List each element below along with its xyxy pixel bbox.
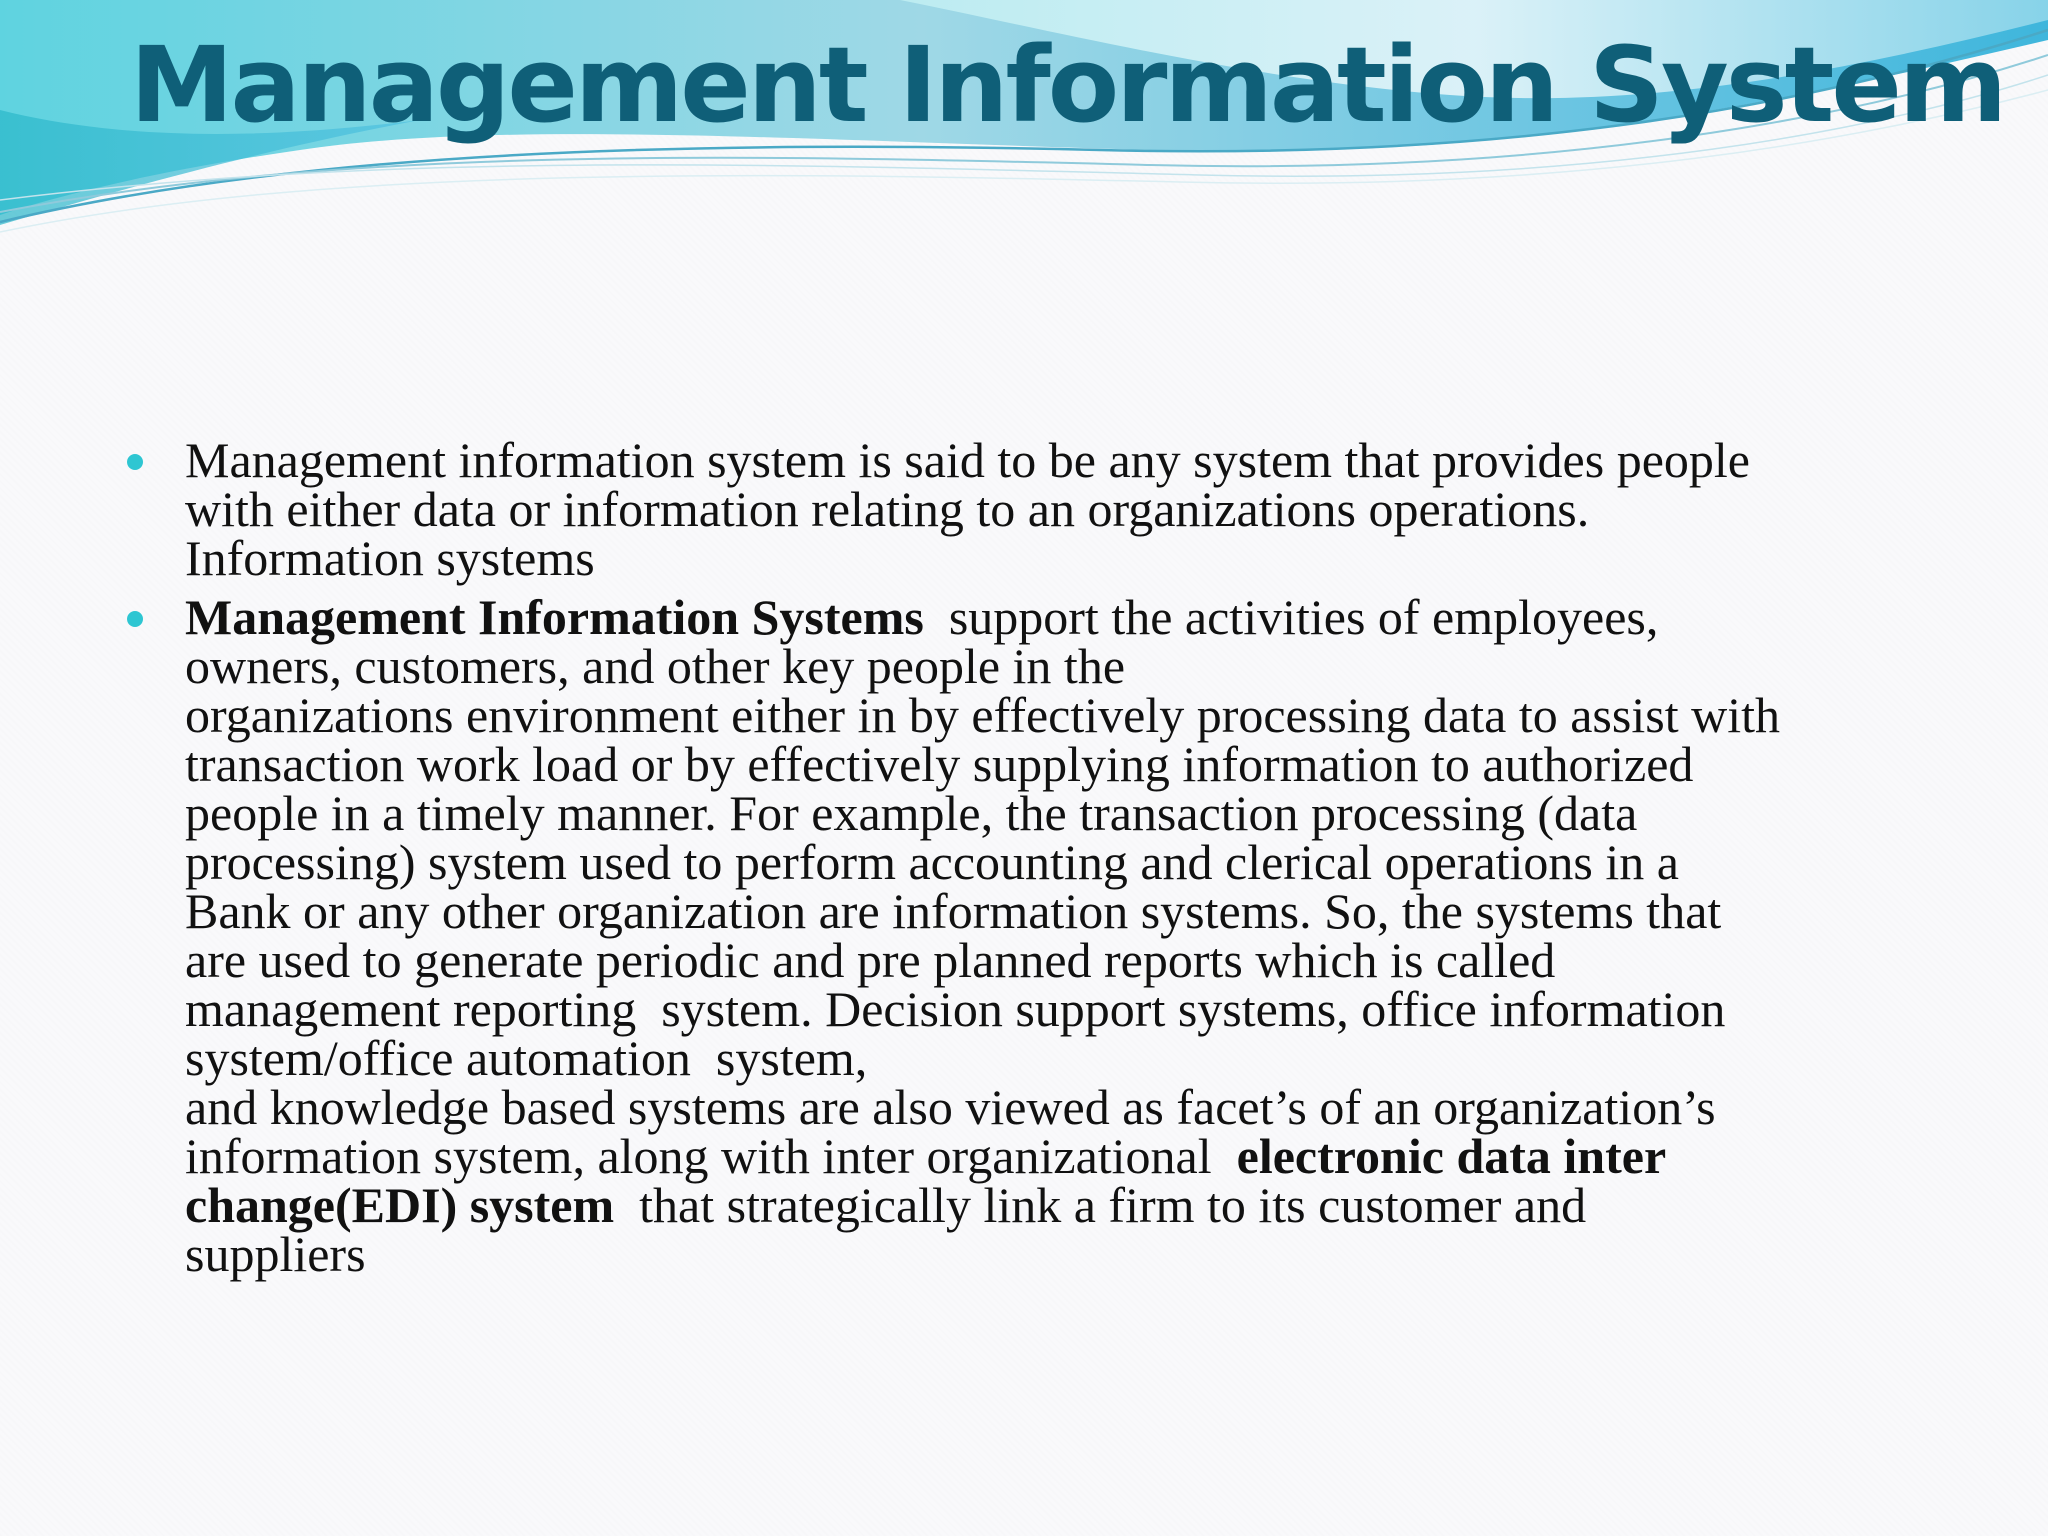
bold-term: electronic data inter [1236,1128,1667,1184]
bullet-dot-icon [127,454,143,470]
bullet-item [125,589,1945,1282]
text-line: Information systems [185,530,595,586]
text-line: system/office automation system, [185,1030,868,1086]
text-line: organizations environment either in by effectively processing data to assist with [185,687,1780,743]
text-line: suppliers [185,1226,366,1282]
text-line [185,1128,1945,1184]
text-line [185,1177,1945,1233]
text-line [185,589,1945,645]
text-run: that strategically link a firm to its customer and [614,1177,1587,1233]
bullet-list [125,432,1945,1289]
bold-term: change(EDI) system [185,1177,615,1233]
text-run: support the activities of employees, [923,589,1659,645]
text-line: people in a timely manner. For example, the transaction processing (data [185,785,1638,841]
text-line: with either data or information relating to an organizations operations. [185,481,1590,537]
text-line: owners, customers, and other key people in the [185,638,1126,694]
bullet-item [125,432,1945,586]
bullet-dot-icon [127,611,143,627]
text-line: Management information system is said to be any system that provides people [185,432,1750,488]
text-line: transaction work load or by effectively supplying information to authorized [185,736,1694,792]
text-line: processing) system used to perform accounting and clerical operations in a [185,834,1679,890]
text-run: information system, along with inter organizational [185,1128,1237,1184]
text-line: management reporting system. Decision support systems, office information [185,981,1726,1037]
text-line: and knowledge based systems are also viewed as facet’s of an organization’s [185,1079,1716,1135]
bold-term: Management Information Systems [185,589,924,645]
slide-title: Management Information System [130,24,2005,146]
text-line: are used to generate periodic and pre planned reports which is called [185,932,1556,988]
text-line: Bank or any other organization are information systems. So, the systems that [185,883,1722,939]
